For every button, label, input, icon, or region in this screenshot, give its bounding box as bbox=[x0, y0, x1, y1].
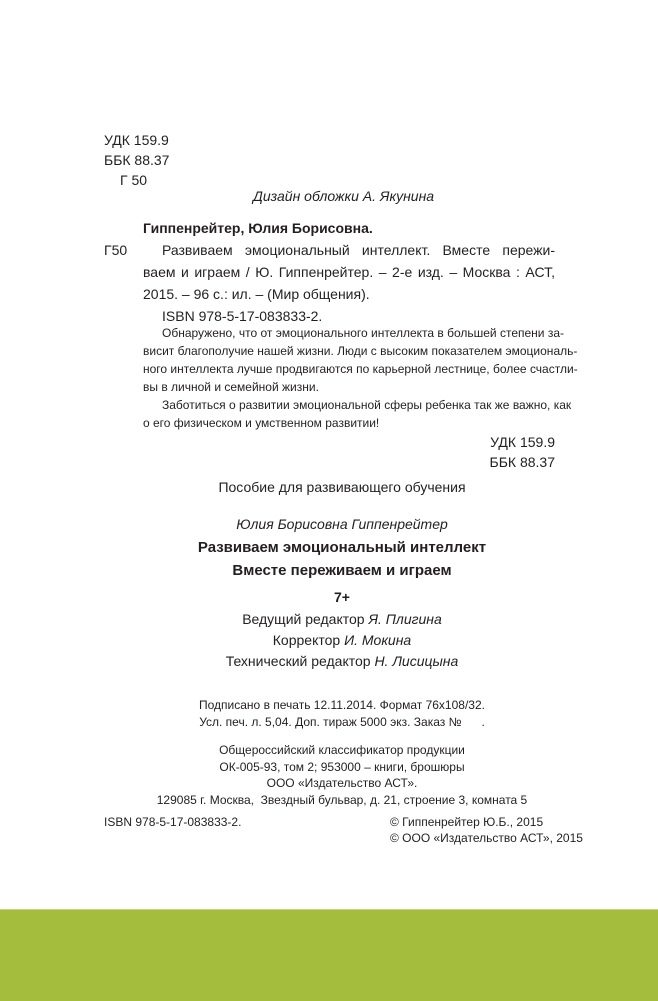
colophon-author: Юлия Борисовна Гиппенрейтер bbox=[236, 516, 448, 532]
colophon-title-2: Вместе переживаем и играем bbox=[232, 562, 452, 579]
editor-role: Технический редактор bbox=[225, 653, 375, 669]
annotation-line: висит благополучие нашей жизни. Люди с высоким показателем эмоциональ- bbox=[143, 344, 578, 358]
colophon-title-1: Развиваем эмоциональный интеллект bbox=[197, 539, 487, 556]
age-rating: 7+ bbox=[334, 589, 350, 605]
annotation-line: Заботиться о развитии эмоциональной сферы ребенка так же важно, как bbox=[162, 398, 572, 412]
editor-name: Н. Лисицына bbox=[374, 653, 459, 669]
editor-line bbox=[0, 631, 658, 649]
author-mark: Г 50 bbox=[120, 172, 148, 188]
publisher-address: 129085 г. Москва, Звездный бульвар, д. 21, строение 3, комната 5 bbox=[156, 793, 528, 807]
editor-name: И. Мокина bbox=[344, 632, 412, 648]
annotation-line: ного интеллекта лучше продвигаются по карьерной лестнице, более счастли- bbox=[143, 362, 578, 376]
annotation-line: о его физическом и умственном развитии! bbox=[143, 416, 380, 430]
catalog-isbn: ISBN 978-5-17-083833-2. bbox=[162, 308, 323, 324]
bbk-code: ББК 88.37 bbox=[104, 152, 170, 168]
catalog-line: ваем и играем / Ю. Гиппенрейтер. – 2-е изд. – Москва : АСТ, bbox=[143, 264, 555, 280]
green-footer-band bbox=[0, 909, 658, 1001]
editor-role: Корректор bbox=[272, 632, 345, 648]
isbn: ISBN 978-5-17-083833-2. bbox=[104, 815, 242, 829]
editor-role: Ведущий редактор bbox=[242, 611, 369, 627]
editor-line bbox=[0, 652, 658, 670]
editor-line bbox=[0, 610, 658, 628]
genre-label: Пособие для развивающего обучения bbox=[218, 479, 466, 495]
annotation-line: Обнаружено, что от эмоционального интеллекта в большей степени за- bbox=[162, 326, 565, 340]
print-info: Подписано в печать 12.11.2014. Формат 76x108/32. bbox=[199, 698, 485, 712]
catalog-line: Развиваем эмоциональный интеллект. Вместе пережи- bbox=[162, 242, 555, 258]
classifier-line: Общероссийский классификатор продукции bbox=[219, 743, 465, 757]
annotation-line: вы в личной и семейной жизни. bbox=[143, 380, 319, 394]
catalog-line: 2015. – 96 с.: ил. – (Мир общения). bbox=[143, 286, 370, 302]
catalog-author-heading: Гиппенрейтер, Юлия Борисовна. bbox=[143, 220, 373, 236]
catalog-bbk: ББК 88.37 bbox=[489, 454, 555, 470]
udk-code: УДК 159.9 bbox=[104, 132, 169, 148]
catalog-mark: Г50 bbox=[104, 242, 128, 258]
copyright-line: © Гиппенрейтер Ю.Б., 2015 bbox=[390, 815, 544, 829]
classifier-line: ОК-005-93, том 2; 953000 – книги, брошюры bbox=[219, 760, 465, 774]
classifier-line: ООО «Издательство АСТ». bbox=[266, 776, 418, 790]
editor-name: Я. Плигина bbox=[368, 611, 442, 627]
print-info: Усл. печ. л. 5,04. Доп. тираж 5000 экз. Заказ № . bbox=[199, 715, 485, 729]
copyright-line: © ООО «Издательство АСТ», 2015 bbox=[390, 831, 583, 845]
catalog-udk: УДК 159.9 bbox=[490, 434, 555, 450]
cover-design-credit: Дизайн обложки А. Якунина bbox=[253, 188, 435, 204]
